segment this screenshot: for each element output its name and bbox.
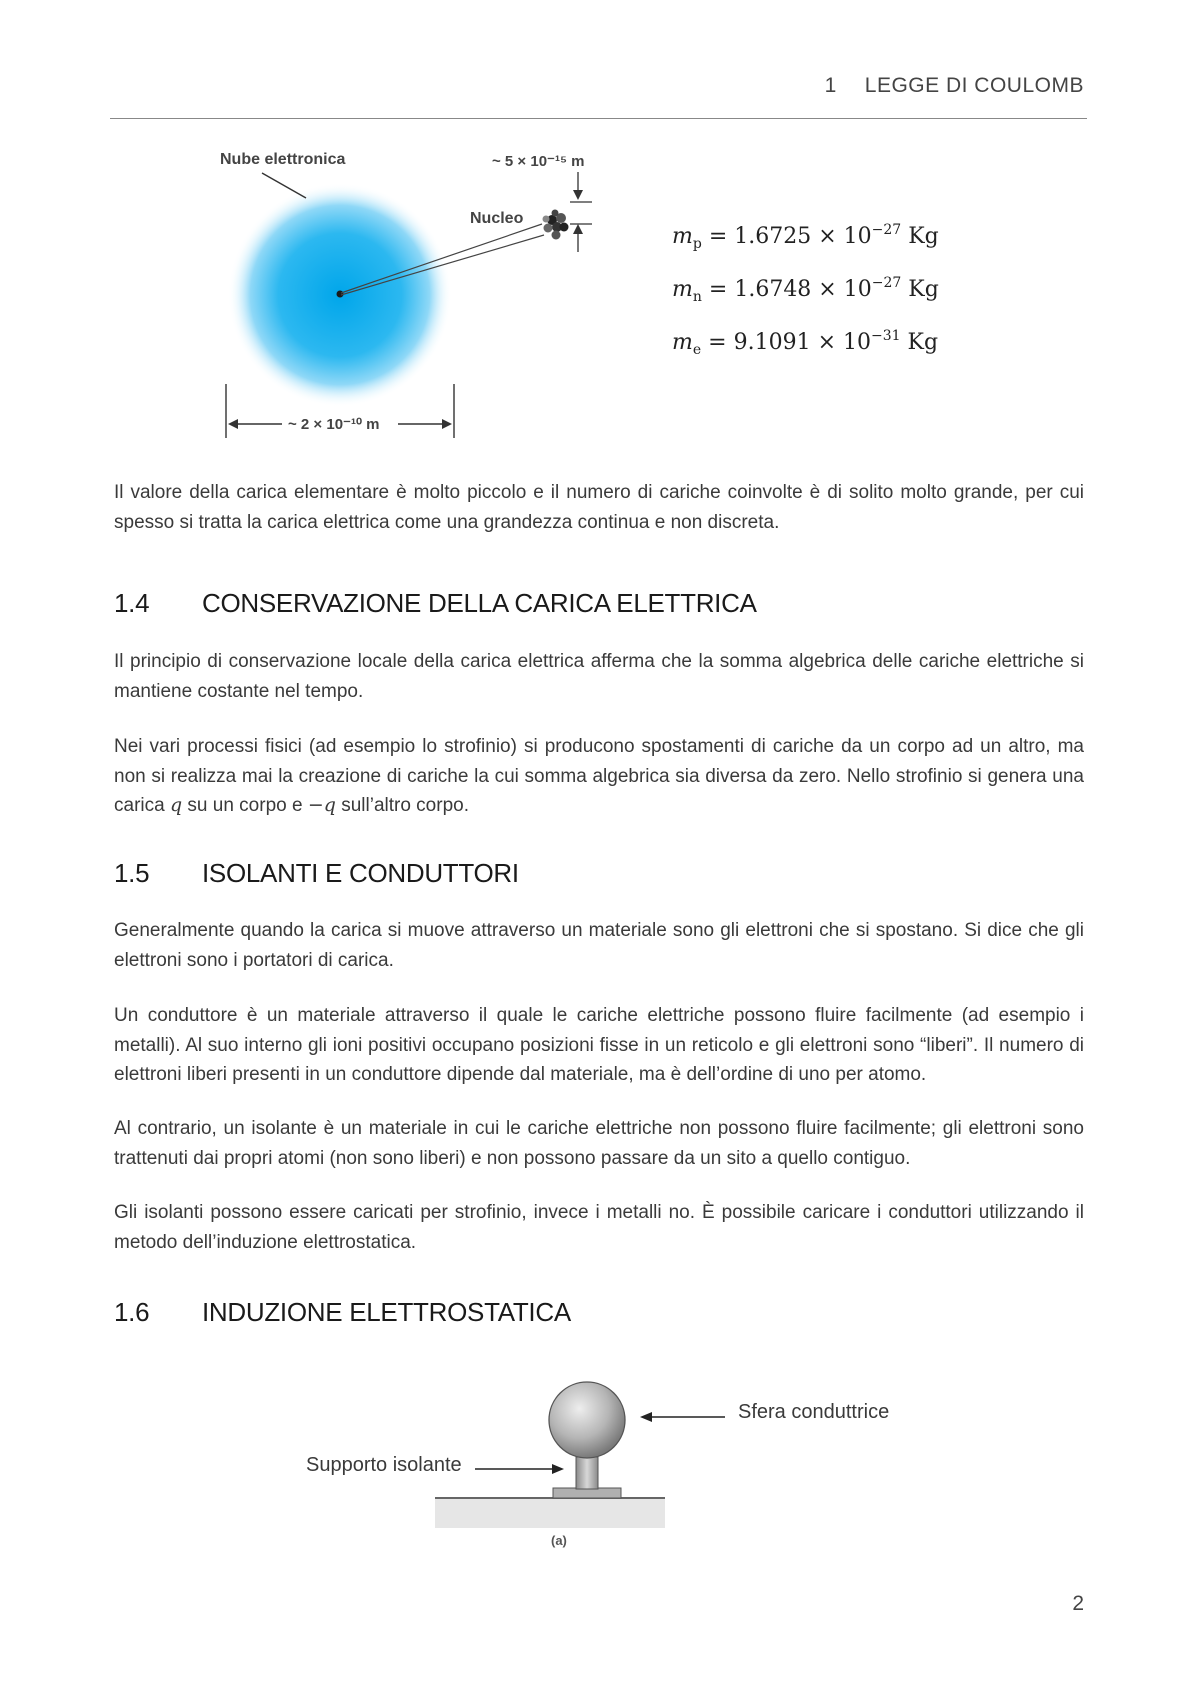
paragraph-conservation-1: Il principio di conservazione locale della carica elettrica afferma che la somma algebrica delle cariche elettriche si mantiene costante nel tempo. (114, 651, 1084, 702)
cloud-pointer (262, 173, 306, 198)
atom-size-label: ~ 2 × 10⁻¹⁰ m (288, 416, 380, 433)
chapter-number: 1 (824, 74, 837, 97)
page-header (110, 70, 1087, 119)
atom-figure (200, 140, 620, 460)
running-head (825, 74, 1084, 98)
paragraph-conductors-2: Un conduttore è un materiale attraverso il quale le cariche elettriche possono fluire facilmente (ad esempio i metalli). Al suo interno gli ioni positivi occupano posizioni fisse in un reticolo e gli elettroni sono “liberi”. Il numero di elettroni liberi presenti in un conduttore dipende dal materiale, ma è dell’ordine di uno per atomo. (114, 1005, 1084, 1085)
insulating-stem (576, 1457, 598, 1489)
cloud-label: Nube elettronica (220, 151, 346, 168)
chapter-title: LEGGE DI COULOMB (864, 74, 1084, 97)
formula-proton-mass: $m_p = 1.6725 \times 10^{-27}$ Kg (672, 222, 939, 252)
nucleus-size-label: ~ 5 × 10⁻¹⁵ m (492, 153, 585, 170)
page-number: 2 (1072, 1592, 1084, 1615)
induction-figure (300, 1375, 920, 1565)
support-label: Supporto isolante (306, 1454, 462, 1476)
nucleus-label: Nucleo (470, 210, 524, 227)
section-heading-1-5: 1.5 ISOLANTI E CONDUTTORI (114, 858, 519, 888)
section-heading-1-4: 1.4 CONSERVAZIONE DELLA CARICA ELETTRICA (114, 588, 757, 618)
paragraph-conservation-2: Nei vari processi fisici (ad esempio lo strofinio) si producono spostamenti di cariche da un corpo ad un altro, ma non si realizza mai la creazione di cariche la cui somma algebrica sia diversa da zero. Nello strofinio si genera una carica q su un corpo e −q sull’altro corpo. (114, 736, 1084, 816)
section-heading-1-6: 1.6 INDUZIONE ELETTROSTATICA (114, 1297, 571, 1327)
figure-caption: (a) (551, 1533, 567, 1548)
sphere-label: Sfera conduttrice (738, 1401, 890, 1423)
conducting-sphere (549, 1382, 625, 1458)
paragraph-conductors-3: Al contrario, un isolante è un materiale in cui le cariche elettriche non possono fluire facilmente; gli elettroni sono trattenuti dai propri atomi (non sono liberi) e non possono passare da un sito a quello contiguo. (114, 1118, 1084, 1169)
paragraph-conductors-4: Gli isolanti possono essere caricati per strofinio, invece i metalli no. È possibile caricare i conduttori utilizzando il metodo dell’induzione elettrostatica. (114, 1202, 1084, 1253)
paragraph-conductors-1: Generalmente quando la carica si muove attraverso un materiale sono gli elettroni che si spostano. Si dice che gli elettroni sono i portatori di carica. (114, 920, 1084, 971)
formula-neutron-mass: $m_n = 1.6748 \times 10^{-27}$ Kg (672, 275, 939, 305)
nucleus-icon (543, 210, 569, 240)
paragraph-elementary-charge: Il valore della carica elementare è molto piccolo e il numero di cariche coinvolte è di solito molto grande, per cui spesso si tratta la carica elettrica come una grandezza continua e non discreta. (114, 482, 1084, 533)
formula-electron-mass: $m_e = 9.1091 \times 10^{-31}$ Kg (672, 328, 939, 358)
